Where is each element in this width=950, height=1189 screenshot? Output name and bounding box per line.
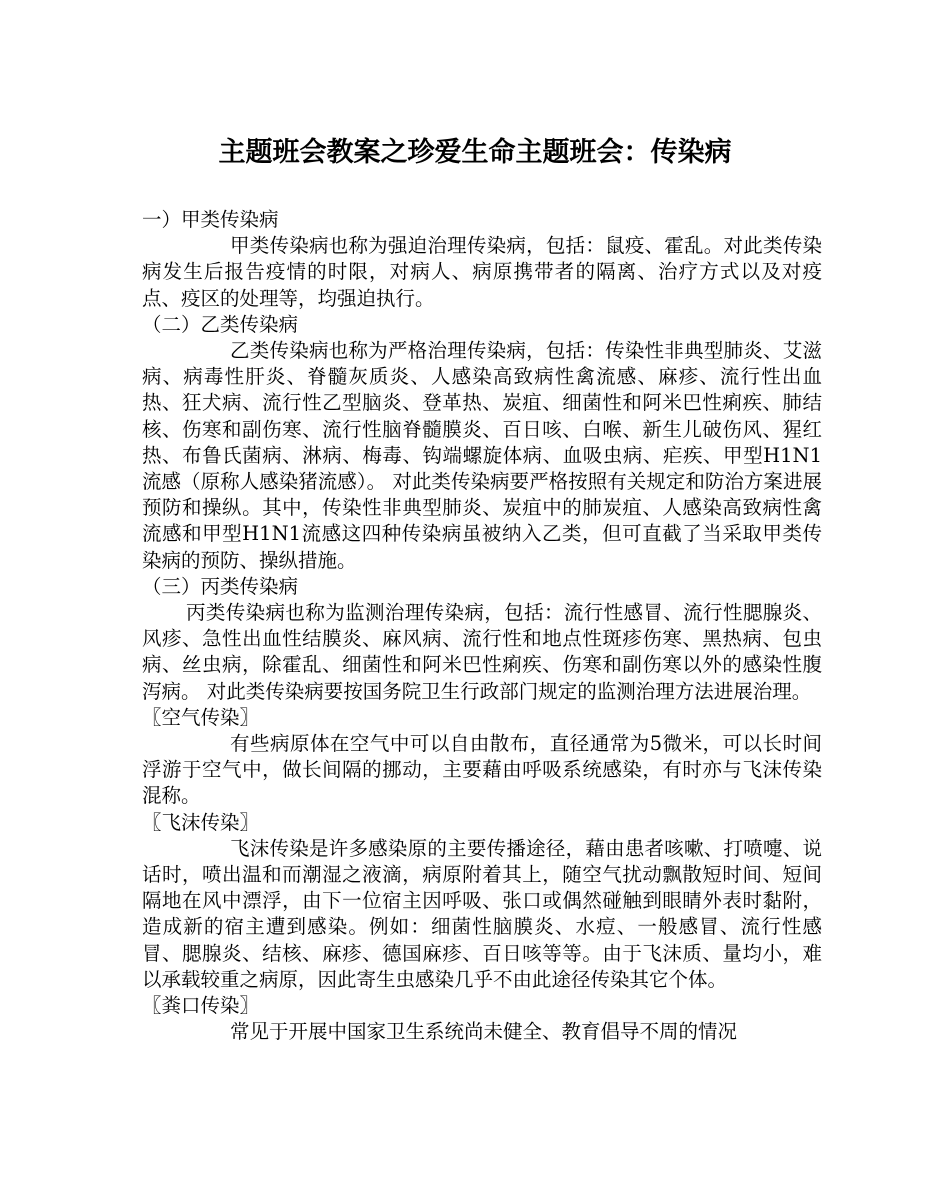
section-heading-class-a: 一）甲类传染病 (142, 208, 279, 231)
section-heading-airborne: 〖空气传染〗 (142, 705, 260, 729)
section-body-airborne: 有些病原体在空气中可以自由散布，直径通常为5微米，可以长时间浮游于空气中，做长间隔的挪动，主要藉由呼吸系统感染，有时亦与飞沫传染混称。 (142, 732, 822, 808)
document-title: 主题班会教案之珍爱生命主题班会：传染病 (218, 137, 732, 168)
section-body-class-c: 丙类传染病也称为监测治理传染病，包括：流行性感冒、流行性腮腺炎、风疹、急性出血性结膜炎、麻风病、流行性和地点性斑疹伤寒、黑热病、包虫病、丝虫病，除霍乱、细菌性和阿米巴性痢疾、伤寒和副伤寒以外的感染性腹泻病。 对此类传染病要按国务院卫生行政部门规定的监测治理方法进展治理。 (142, 601, 822, 703)
section-heading-class-b: （二）乙类传染病 (142, 312, 299, 336)
section-heading-class-c: （三）丙类传染病 (142, 574, 299, 598)
section-heading-fecal-oral: 〖粪口传染〗 (142, 994, 260, 1018)
section-body-fecal-oral: 常见于开展中国家卫生系统尚未健全、教育倡导不周的情况 (230, 1020, 738, 1044)
document-body (142, 207, 822, 1046)
section-body-class-a: 甲类传染病也称为强迫治理传染病，包括：鼠疫、霍乱。对此类传染病发生后报告疫情的时限，对病人、病原携带者的隔离、治疗方式以及对疫点、疫区的处理等，均强迫执行。 (142, 234, 822, 310)
section-body-class-b: 乙类传染病也称为严格治理传染病，包括：传染性非典型肺炎、艾滋病、病毒性肝炎、脊髓灰质炎、人感染高致病性禽流感、麻疹、流行性出血热、狂犬病、流行性乙型脑炎、登革热、炭疽、细菌性和阿米巴性痢疾、肺结核、伤寒和副伤寒、流行性脑脊髓膜炎、百日咳、白喉、新生儿破伤风、猩红热、布鲁氏菌病、淋病、梅毒、钩端螺旋体病、血吸虫病、疟疾、甲型H1N1流感（原称人感染猪流感）。 对此类传染病要严格按照有关规定和防治方案进展预防和操纵。其中，传染性非典型肺炎、炭疽中的肺炭疽、人感染高致病性禽流感和甲型H1N1流感这四种传染病虽被纳入乙类，但可直截了当采取甲类传染病的预防、操纵措施。 (142, 339, 822, 572)
section-heading-droplet: 〖飞沫传染〗 (142, 810, 260, 834)
section-body-droplet: 飞沫传染是许多感染原的主要传播途径，藉由患者咳嗽、打喷嚏、说话时，喷出温和而潮湿之液滴，病原附着其上，随空气扰动飘散短时间、短间隔地在风中漂浮，由下一位宿主因呼吸、张口或偶然碰触到眼睛外表时黏附，造成新的宿主遭到感染。例如：细菌性脑膜炎、水痘、一般感冒、流行性感冒、腮腺炎、结核、麻疹、德国麻疹、百日咳等等。由于飞沫质、量均小，难以承载较重之病原，因此寄生虫感染几乎不由此途径传染其它个体。 (142, 836, 822, 991)
